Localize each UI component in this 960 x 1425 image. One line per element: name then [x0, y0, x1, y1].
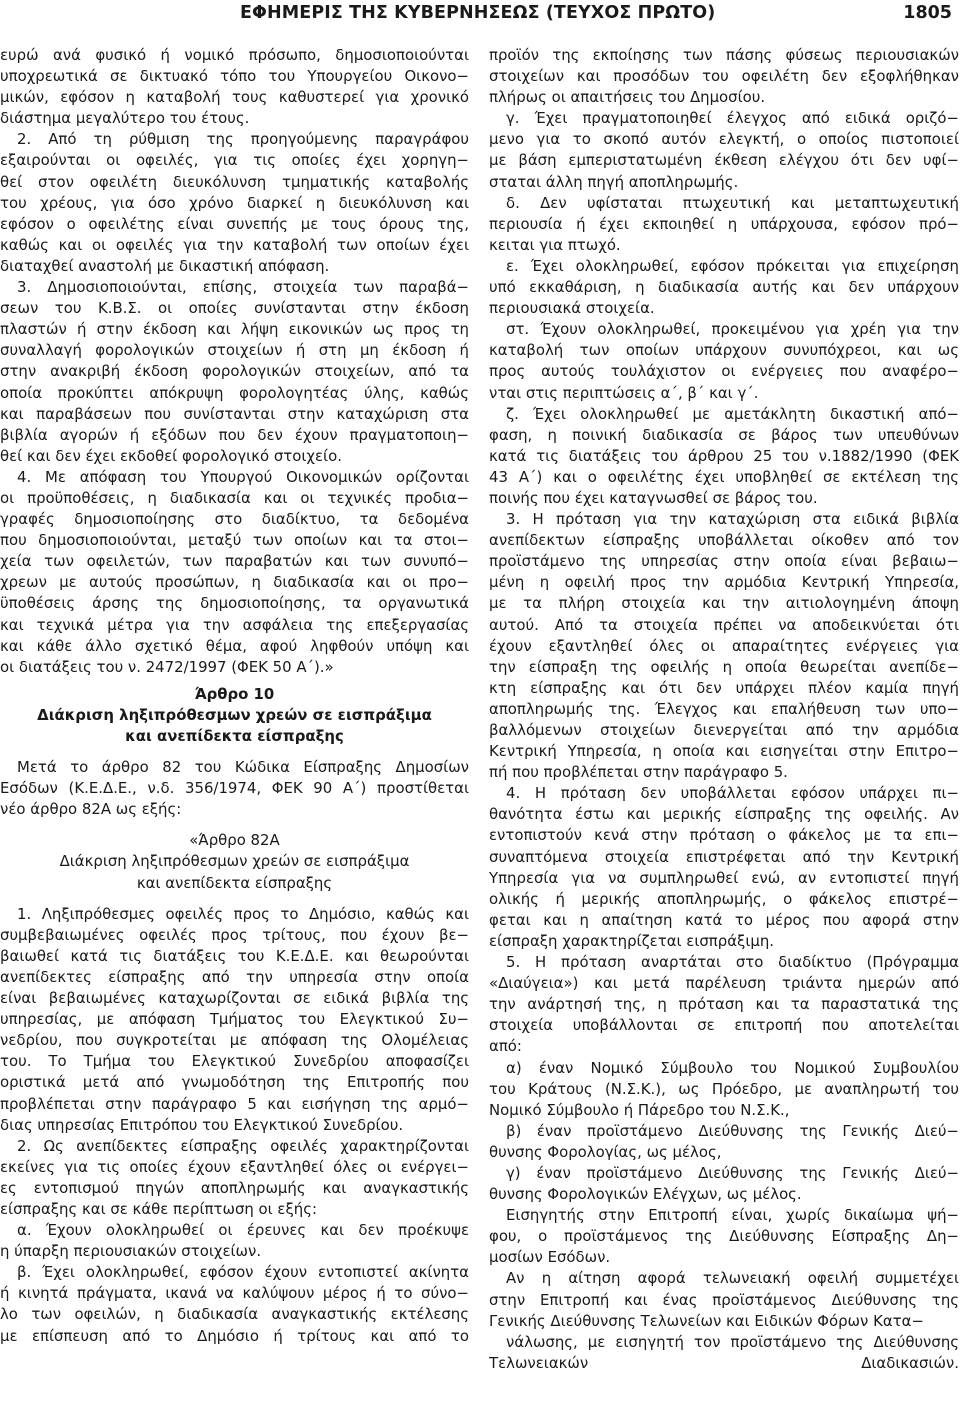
- text-line: θεί και δεν έχει εκδοθεί φορολογικό στοιχείο.: [0, 446, 342, 465]
- text-line: 4. Με απόφαση του Υπουργού Οικονομικών ορίζονται: [17, 467, 469, 486]
- text-line: ποινής που έχει καταγνωσθεί σε βάρος του.: [489, 488, 818, 507]
- text-line: νάλωσης, με εισηγητή τον προϊστάμενο της Διεύθυνσης: [506, 1332, 959, 1351]
- text-line: Νομικό Σύμβουλο ή Πάρεδρο του Ν.Σ.Κ.,: [489, 1100, 790, 1119]
- left-column: [0, 45, 469, 1347]
- text-line: με βάση εμπεριστατωμένη έκθεση ελέγχου ότι δεν υφί−: [489, 151, 959, 170]
- text-line: είναι βεβαιωμένες καταχωρίζονται σε ειδικά βιβλία της: [0, 989, 469, 1008]
- text-line: συναπτόμενα στοιχεία επιστρέφεται από την Κεντρική: [489, 847, 959, 866]
- text-line: και κάθε άλλο σχετικό θέμα, αφού ληφθούν υπόψη και: [0, 636, 469, 655]
- text-line: οποία προκύπτει απόκρυψη φορολογητέας ύλης, καθώς: [0, 383, 469, 402]
- text-line: θυνσης Φορολογικών Ελέγχων, ως μέλος.: [489, 1185, 802, 1204]
- text-line: β. Έχει ολοκληρωθεί, εφόσον έχουν εντοπιστεί ακίνητα: [17, 1263, 469, 1282]
- text-line: 4. Η πρόταση δεν υποβάλλεται εφόσον υπάρχει πι−: [506, 784, 959, 803]
- text-line: με επίσπευση από το Δημόσιο ή τρίτους και από το: [0, 1326, 469, 1345]
- text-line: πή που προβλέπεται στην παράγραφο 5.: [489, 763, 788, 782]
- text-line: κτη είσπραξης και ότι δεν υπάρχει πλέον καμία πηγή: [489, 678, 959, 697]
- text-line: στοιχεία υποβάλλονται σε επιτροπή που αποτελείται: [489, 1016, 959, 1035]
- text-line: φου, ο προϊστάμενος της Διεύθυνσης Είσπραξης Δη−: [489, 1227, 959, 1246]
- text-line: χρεων με αυτούς προσώπων, η διαδικασία και οι προ−: [0, 573, 469, 592]
- text-line: βαιωθεί κατά τις διατάξεις του Κ.Ε.Δ.Ε. και θεωρούνται: [0, 946, 469, 965]
- text-line: μένη η οφειλή προς την αρμόδια Κεντρική Υπηρεσία,: [489, 573, 959, 592]
- text-line: διαταχθεί αναστολή με δικαστική απόφαση.: [0, 256, 330, 275]
- text-line: σεων του Κ.Β.Σ. οι οποίες συνίστανται στην έκδοση: [0, 299, 469, 318]
- text-line: και τεχνικά μέτρα για την ασφάλεια της επεξεργασίας: [0, 615, 469, 634]
- text-line: κειται για πτωχό.: [489, 235, 621, 254]
- text-line: θυνσης Φορολογίας, ως μέλος,: [489, 1142, 722, 1161]
- gazette-title: ΕΦΗΜΕΡΙΣ ΤΗΣ ΚΥΒΕΡΝΗΣΕΩΣ (ΤΕΥΧΟΣ ΠΡΩΤΟ): [240, 3, 716, 23]
- text-line: ανεπίδεκτες είσπραξης από την υπηρεσία στην οποία: [0, 967, 469, 986]
- text-line: φαση, η ποινική διαδικασία σε βάρος των υπευθύνων: [489, 425, 959, 444]
- quoted-article-title-line: Διάκριση ληξιπρόθεσμων χρεών σε εισπράξιμα: [59, 852, 410, 871]
- text-line: καταβολή των οποίων υπάρχουν συνυπόχρεοι, και ως: [489, 341, 959, 360]
- text-line: με τα πλήρη στοιχεία και την αιτιολογημένη άποψη: [489, 594, 959, 613]
- text-line: γ. Έχει πραγματοποιηθεί έλεγχος από ειδικά οριζό−: [506, 109, 959, 128]
- text-line: κατά τις διατάξεις του άρθρου 25 του ν.1882/1990 (ΦΕΚ: [489, 446, 959, 465]
- text-line: στ. Έχουν ολοκληρωθεί, προκειμένου για χρέη για την: [506, 320, 959, 339]
- page-number: 1805: [903, 3, 952, 23]
- text-line: του χρέους, για όσο χρόνο διαρκεί η διευκόλυνση και: [0, 193, 469, 212]
- text-line: συναλλαγή φορολογικών στοιχείων ή στη μη έκδοση ή: [0, 341, 469, 360]
- text-line: στην Επιτροπή και ένας προϊστάμενος Διεύθυνσης της: [489, 1290, 959, 1309]
- text-line: καθώς και οι οφειλές για την καταβολή των οποίων έχει: [0, 235, 469, 254]
- text-line: αποπληρωμής της. Έλεγχος και επαλήθευση των υπο−: [489, 699, 959, 718]
- text-line: Τελωνειακών Διαδικασιών.: [489, 1353, 959, 1372]
- text-line: συμβεβαιωμένες οφειλές προς τρίτους, που έχουν βε−: [0, 925, 469, 944]
- right-column-text: [489, 45, 959, 1374]
- text-line: ή κινητά πράγματα, ικανά να καλύψουν μέρος ή το σύνο−: [0, 1284, 469, 1303]
- text-line: Υπηρεσία για να συμπληρωθεί ενώ, αν εντοπιστεί πηγή: [489, 868, 959, 887]
- text-line: Εσόδων (Κ.Ε.Δ.Ε., ν.δ. 356/1974, ΦΕΚ 90 Α΄) προστίθεται: [0, 779, 469, 798]
- text-line: πλαστών ή στην έκδοση και λήψη εικονικών ως προς τη: [0, 320, 469, 339]
- text-line: 2. Ως ανεπίδεκτες είσπραξης οφειλές χαρακτηρίζονται: [17, 1136, 469, 1155]
- text-line: βαλλόμενων στοιχείων διενεργείται από την αρμόδια: [489, 721, 959, 739]
- text-line: βιβλία αγορών ή εξόδων που δεν έχουν πραγματοποιη−: [0, 425, 469, 444]
- text-line: εντοπιστούν κενά στην πρόταση ο φάκελος με τα επι−: [489, 826, 959, 845]
- text-line: αυτού. Από τα στοιχεία πρέπει να αποδεικνύεται ότι: [489, 615, 959, 634]
- text-line: μικών, εφόσον η καταβολή τους καθυστερεί για χρονικό: [0, 88, 469, 107]
- text-line: του Κράτους (Ν.Σ.Κ.), ως Πρόεδρο, με αναπληρωτή του: [489, 1079, 959, 1098]
- text-line: Κεντρική Υπηρεσία, η οποία και εισηγείται στην Επιτρο−: [489, 742, 959, 761]
- text-line: 3. Η πρόταση για την καταχώριση στα ειδικά βιβλία: [506, 510, 959, 529]
- text-line: «Διαύγεια») και μετά παρέλευση τριάντα ημερών από: [489, 974, 959, 993]
- text-line: εξαιρούνται οι οφειλές, για τις οποίες έχει χορηγη−: [0, 151, 469, 170]
- text-line: ευρώ ανά φυσικό ή νομικό πρόσωπο, δημοσιοποιούνται: [0, 46, 469, 64]
- text-line: ζ. Έχει ολοκληρωθεί με αμετάκλητη δικαστική από−: [506, 404, 959, 423]
- text-line: θανότητα έστω και μερικής είσπραξης της οφειλής. Αν: [489, 805, 959, 824]
- text-line: διάστημα μεγαλύτερο του έτους.: [0, 109, 250, 128]
- text-line: ανεπίδεκτων είσπραξης υποβάλλεται οίκοθεν από τον: [489, 531, 959, 550]
- text-line: ε. Έχει ολοκληρωθεί, εφόσον πρόκειται για επιχείρηση: [506, 256, 959, 275]
- right-column: [489, 45, 959, 1374]
- text-line: υπό εκκαθάριση, η διαδικασία αυτής και δεν υπάρχουν: [489, 278, 959, 297]
- text-line: νεδρίου, που συγκροτείται με απόφαση της Ολομέλειας: [0, 1031, 469, 1050]
- text-line: του. Το Τμήμα του Ελεγκτικού Συνεδρίου αποφασίζει: [0, 1052, 469, 1071]
- text-line: ολικής ή μερικής αποπληρωμής, ο φάκελος επιστρέ−: [489, 889, 959, 908]
- text-line: οριστικά μετά από γνωμοδότηση της Επιτροπής που: [0, 1073, 469, 1092]
- text-line: ες εντοπισμού πηγών αποπληρωμής και αναγκαστικής: [0, 1178, 469, 1197]
- text-line: 1. Ληξιπρόθεσμες οφειλές προς το Δημόσιο, καθώς και: [17, 904, 469, 923]
- article-title-line: και ανεπίδεκτα είσπραξης: [125, 727, 344, 745]
- quoted-article-heading: «Άρθρο 82Α: [189, 831, 280, 850]
- text-line: 43 Α΄) και ο οφειλέτης έχει υποβληθεί σε εκτέλεση της: [489, 467, 959, 486]
- text-line: δ. Δεν υφίσταται πτωχευτική και μεταπτωχευτική: [506, 193, 959, 212]
- text-line: γραφές δημοσιοποίησης στο διαδίκτυο, τα δεδομένα: [0, 510, 469, 529]
- text-line: την είσπραξη της οφειλής η οποία θεωρείται ανεπίδε−: [489, 657, 959, 676]
- text-line: είσπραξη χαρακτηρίζεται εισπράξιμη.: [489, 931, 775, 950]
- text-line: πλήρως οι απαιτήσεις του Δημοσίου.: [489, 88, 766, 107]
- text-line: προϊστάμενο της υπηρεσίας στην οποία είναι βεβαιω−: [489, 552, 959, 571]
- text-line: υποχρεωτικά σε δικτυακό τόπο του Υπουργείου Οικονο−: [0, 67, 469, 86]
- text-line: α) έναν Νομικό Σύμβουλο του Νομικού Συμβουλίου: [506, 1058, 959, 1077]
- text-line: λο των οφειλών, η διαδικασία αναγκαστικής εκτέλεσης: [0, 1305, 469, 1324]
- text-line: φεται και η απαίτηση κατά το μέρος που αφορά στην: [489, 910, 959, 929]
- text-line: οι διατάξεις του ν. 2472/1997 (ΦΕΚ 50 Α΄).»: [0, 657, 334, 676]
- text-line: μοσίων Εσόδων.: [489, 1248, 611, 1267]
- text-line: διας υπηρεσίας Επιτρόπου του Ελεγκτικού Συνεδρίου.: [0, 1115, 404, 1134]
- text-line: η ύπαρξη περιουσιακών στοιχείων.: [0, 1242, 262, 1261]
- text-line: β) έναν προϊστάμενο Διεύθυνσης της Γενικής Διεύ−: [506, 1121, 959, 1140]
- text-line: γ) έναν προϊστάμενο Διεύθυνσης της Γενικής Διεύ−: [506, 1163, 959, 1182]
- text-line: στοιχείων και προσόδων του οφειλέτη δεν εξοφλήθηκαν: [489, 67, 959, 86]
- text-line: είσπραξης και σε κάθε περίπτωση οι εξής:: [0, 1199, 317, 1218]
- text-line: προϊόν της εκποίησης των πάσης φύσεως περιουσιακών: [489, 46, 959, 64]
- text-line: προβλέπεται στην παράγραφο 5 και εισήγηση της αρμό−: [0, 1094, 469, 1113]
- left-column-text-continued: [0, 904, 469, 1347]
- text-line: εκείνες για τις οποίες έχουν εξαντληθεί όλες οι ενέργει−: [0, 1157, 469, 1176]
- text-line: στην ανακριβή έκδοση φορολογικών στοιχείων, από τα: [0, 362, 469, 381]
- text-line: 2. Από τη ρύθμιση της προηγούμενης παραγράφου: [17, 130, 469, 149]
- text-line: από:: [489, 1037, 522, 1056]
- text-line: α. Έχουν ολοκληρωθεί οι έρευνες και δεν προέκυψε: [17, 1221, 469, 1240]
- text-line: χεία των οφειλετών, των παραβατών και των συνυπό−: [0, 552, 469, 571]
- text-line: θεί στον οφειλέτη διευκόλυνση τμηματικής καταβολής: [0, 172, 469, 191]
- text-line: νται στις περιπτώσεις α΄, β΄ και γ΄.: [489, 383, 759, 402]
- text-line: οι προϋποθέσεις, η διαδικασία και οι τεχνικές προδια−: [0, 488, 469, 507]
- text-line: 5. Η πρόταση αναρτάται στο διαδίκτυο (Πρόγραμμα: [506, 953, 959, 972]
- text-line: νέο άρθρο 82Α ως εξής:: [0, 800, 182, 819]
- text-line: 3. Δημοσιοποιούνται, επίσης, στοιχεία των παραβά−: [17, 278, 469, 297]
- text-line: έχουν εξαντληθεί όλες οι απαραίτητες ενέργειες για: [489, 636, 959, 655]
- left-column-text: [0, 45, 469, 678]
- text-line: περιουσία ή έχει εκποιηθεί η υπάρχουσα, εφόσον πρό−: [489, 214, 959, 233]
- text-line: Αν η αίτηση αφορά τελωνειακή οφειλή συμμετέχει: [506, 1269, 959, 1288]
- text-line: και παραβάσεων που συνίστανται στην καταχώριση στα: [0, 404, 469, 423]
- text-line: Μετά το άρθρο 82 του Κώδικα Είσπραξης Δημοσίων: [17, 758, 469, 777]
- text-line: υπηρεσίας, με απόφαση Τμήματος του Ελεγκτικού Συ−: [0, 1010, 469, 1029]
- text-line: την ανάρτησή της, η πρόταση και τα παραστατικά της: [489, 995, 959, 1014]
- quoted-article-title-line: και ανεπίδεκτα είσπραξης: [136, 873, 333, 892]
- text-line: Εισηγητής στην Επιτροπή είναι, χωρίς δικαίωμα ψή−: [506, 1206, 959, 1225]
- article-heading: Άρθρο 10: [194, 684, 275, 703]
- text-line: εφόσον ο οφειλέτης είναι συνεπής με τους όρους της,: [0, 214, 469, 233]
- text-line: που δημοσιοποιούνται, μεταξύ των οποίων και τα στοι−: [0, 531, 469, 550]
- text-line: σταται άλλη πηγή αποπληρωμής.: [489, 172, 739, 191]
- text-line: περιουσιακά στοιχεία.: [489, 299, 655, 318]
- page-header: [0, 0, 960, 30]
- text-line: μενο για το σκοπό αυτόν ελεγκτή, ο οποίος πιστοποιεί: [489, 130, 959, 149]
- text-line: Γενικής Διεύθυνσης Τελωνείων και Ειδικών Φόρων Κατα−: [489, 1311, 924, 1330]
- text-line: ϋποθέσεις άρσης της δημοσιοποίησης, τα οργανωτικά: [0, 594, 469, 613]
- text-line: προς αυτούς τουλάχιστον οι ενέργειες που αναφέρο−: [489, 362, 959, 381]
- article-title-line: Διάκριση ληξιπρόθεσμων χρεών σε εισπράξιμα: [37, 705, 432, 724]
